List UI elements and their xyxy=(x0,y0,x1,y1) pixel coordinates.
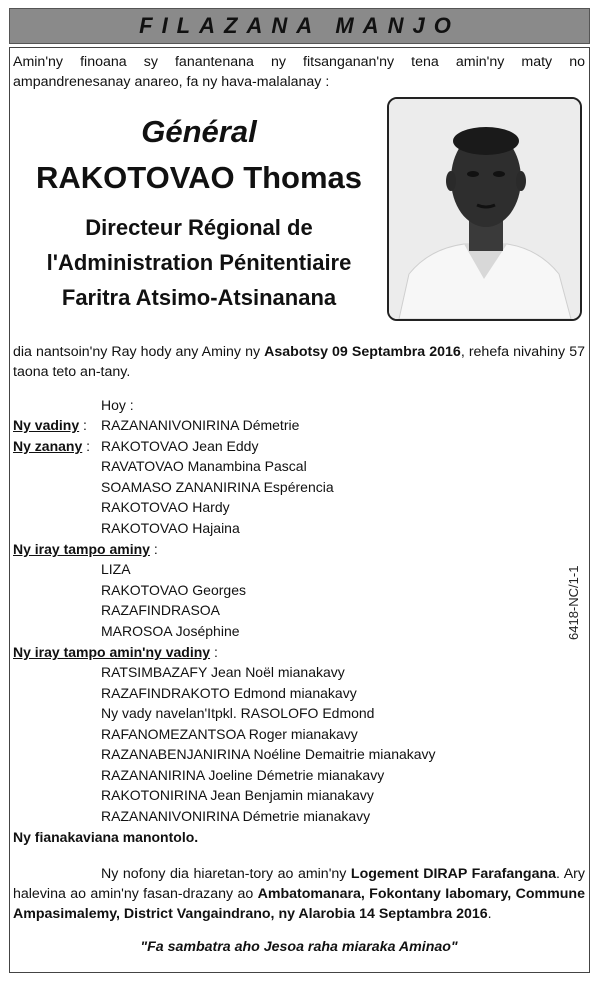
intro-text: Amin'ny finoana sy fanantenana ny fitsanganan'ny tena amin'ny maty no ampandrenesanay anareo, fa ny hava-malalanay : xyxy=(13,54,585,90)
title-position-1: Directeur Régional de xyxy=(85,215,313,240)
death-pre: dia nantsoin'ny Ray hody any Aminy ny xyxy=(13,344,265,360)
inlaws-colon: : xyxy=(210,644,218,660)
sibling-name: RAZAFINDRASOA xyxy=(101,602,221,618)
spouse-name: RAZANANIVONIRINA Démetrie xyxy=(101,417,300,433)
reference-code: 6418-NC/1-1 xyxy=(566,565,581,640)
inlaw-name: RATSIMBAZAFY Jean Noël mianakavy xyxy=(101,664,345,680)
siblings-colon: : xyxy=(149,541,158,557)
sibling-name: RAKOTOVAO Georges xyxy=(101,582,246,598)
spouse-label-text: Ny vadiny xyxy=(13,417,80,433)
child-name: RAKOTOVAO Jean Eddy xyxy=(101,438,259,454)
family-all: Ny fianakaviana manontolo. xyxy=(13,829,199,845)
burial-pre: Ny nofony dia hiaretan-tory ao amin'ny xyxy=(101,866,351,882)
inlaws-label-text: Ny iray tampo amin'ny vadiny xyxy=(13,644,211,660)
death-announcement xyxy=(13,342,585,382)
closing-quote: "Fa sambatra aho Jesoa raha miaraka Aminao" xyxy=(140,939,458,955)
death-post: , rehefa nivahiny 57 taona teto an-tany. xyxy=(13,344,585,380)
burial-mid: . Ary halevina ao amin'ny fasan-drazany ao xyxy=(13,866,586,902)
portrait-photo xyxy=(387,97,582,321)
title-rank: Général xyxy=(141,114,257,149)
spouse-colon: : xyxy=(79,417,87,433)
inlaw-name: RAKOTONIRINA Jean Benjamin mianakavy xyxy=(101,787,374,803)
sibling-name: MAROSOA Joséphine xyxy=(101,623,240,639)
child-name: RAKOTOVAO Hardy xyxy=(101,499,230,515)
burial-place: Logement DIRAP Farafangana xyxy=(350,866,557,882)
portrait-image xyxy=(389,99,580,319)
child-name: SOAMASO ZANANIRINA Espérencia xyxy=(101,479,334,495)
title-name: RAKOTOVAO Thomas xyxy=(35,160,363,195)
siblings-label xyxy=(13,539,158,559)
inlaw-name: RAZANANIVONIRINA Démetrie mianakavy xyxy=(101,808,371,824)
children-label-text: Ny zanany xyxy=(13,438,83,454)
title-position-2: l'Administration Pénitentiaire xyxy=(46,250,352,275)
child-name: RAKOTOVAO Hajaina xyxy=(101,520,240,536)
sibling-name: LIZA xyxy=(101,561,131,577)
children-label xyxy=(13,436,90,456)
banner-title: FILAZANA MANJO xyxy=(139,13,460,38)
inlaw-name: Ny vady navelan'Itpkl. RASOLOFO Edmond xyxy=(101,705,375,721)
header-banner xyxy=(9,8,590,44)
inlaw-name: RAZAFINDRAKOTO Edmond mianakavy xyxy=(101,685,357,701)
child-name: RAVATOVAO Manambina Pascal xyxy=(101,458,307,474)
siblings-label-text: Ny iray tampo aminy xyxy=(13,541,150,557)
inlaw-name: RAZANANIRINA Joeline Démetrie mianakavy xyxy=(101,767,385,783)
hoy-label: Hoy : xyxy=(101,397,134,413)
children-colon: : xyxy=(82,438,91,454)
spouse-label xyxy=(13,415,87,435)
burial-location: Ambatomanara, Fokontany Iabomary, Commune Ampasimalemy, District Vangaindrano, ny Alarobia 14 Septambra 2016 xyxy=(13,886,585,922)
inlaw-name: RAZANABENJANIRINA Noéline Demaitrie mianakavy xyxy=(101,746,436,762)
death-date: Asabotsy 09 Septambra 2016 xyxy=(264,344,461,360)
title-position-3: Faritra Atsimo-Atsinanana xyxy=(61,285,337,310)
inlaw-name: RAFANOMEZANTSOA Roger mianakavy xyxy=(101,726,358,742)
inlaws-label xyxy=(13,642,218,662)
burial-paragraph xyxy=(13,864,585,924)
burial-end: . xyxy=(487,906,492,922)
